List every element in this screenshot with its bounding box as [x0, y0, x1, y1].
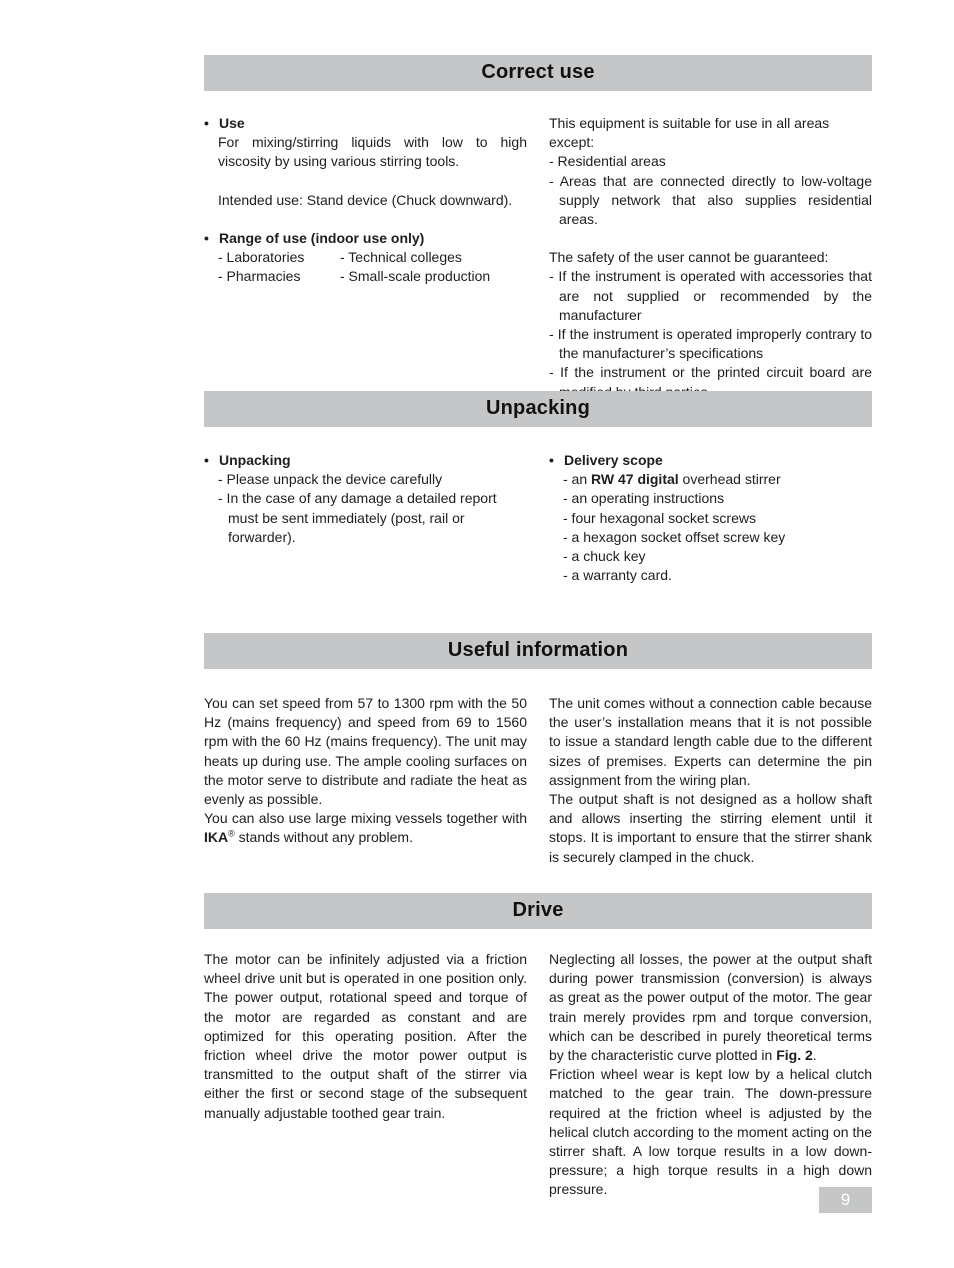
page-number: 9: [819, 1187, 872, 1213]
safety-item: - If the instrument is operated with accessories that are not supplied or recommended by the manufacturer: [549, 268, 872, 323]
section-header-useful-information: [204, 633, 872, 669]
range-item: - Technical colleges: [340, 249, 462, 266]
range-heading: • Range of use (indoor use only): [204, 229, 425, 246]
unpacking-item: - Please unpack the device carefully: [218, 471, 443, 488]
range-item: - Laboratories: [218, 249, 305, 266]
useful-info-paragraph: The output shaft is not designed as a hollow shaft and allows inserting the stirring element until it stops. It is important to ensure that the stirrer shank is securely clamped in the chuck.: [549, 791, 872, 865]
product-name: RW 47 digital: [591, 471, 679, 488]
useful-info-paragraph: You can also use large mixing vessels together with IKA® stands without any problem.: [204, 810, 527, 846]
useful-info-right-column: [549, 694, 872, 867]
use-text: For mixing/stirring liquids with low to high viscosity by using various stirring tools.: [218, 134, 527, 170]
section-title: Unpacking: [485, 397, 591, 420]
useful-info-paragraph: The unit comes without a connection cable because the user’s installation means that it is not possible to issue a standard length cable due to the different sizes of premises. Experts can determine the pin assignment from the wiring plan.: [549, 695, 872, 788]
brand-name: IKA: [204, 829, 229, 846]
delivery-item: - an operating instructions: [563, 490, 725, 507]
delivery-item: - a chuck key: [563, 548, 646, 565]
drive-left-column: [204, 950, 527, 1123]
section-title: Drive: [512, 899, 564, 922]
section-header-drive: [204, 893, 872, 929]
section-title: Useful information: [447, 639, 629, 662]
drive-paragraph: Friction wheel wear is kept low by a helical clutch matched to the gear train. The down-pressure required at the friction wheel is adjusted by the helical clutch according to the moment acting on the stirrer shaft. A low torque results in a low down-pressure; a high torque results in a high down pressure.: [549, 1066, 872, 1198]
range-item: - Pharmacies: [218, 268, 301, 285]
delivery-item: - an RW 47 digital overhead stirrer: [563, 471, 781, 488]
drive-paragraph: Neglecting all losses, the power at the output shaft during power transmission (conversion) is always as great as the power output of the motor. The gear train merely provides rpm and torque conversion, which can be described in purely theoretical terms by the characteristic curve plotted in Fig. 2.: [549, 951, 872, 1064]
figure-reference: Fig. 2: [776, 1047, 813, 1064]
intended-use-text: Intended use: Stand device (Chuck downward).: [218, 191, 513, 208]
safety-item: - If the instrument or the printed circuit board are: [549, 364, 872, 381]
drive-paragraph: The motor can be infinitely adjusted via a friction wheel drive unit but is operated in one position only. The power output, rotational speed and torque of the motor are regarded as constant and are optimized for this operating position. After the friction wheel drive the motor power output is transmitted to the output shaft of the stirrer via either the first or second stage of the subsequent manually adjustable toothed gear train.: [204, 951, 527, 1121]
unpacking-heading: • Unpacking: [204, 452, 291, 468]
correct-use-right-column: [549, 114, 872, 402]
correct-use-left-column: [204, 114, 527, 286]
drive-right-column: [549, 950, 872, 1200]
delivery-item: - four hexagonal socket screws: [563, 509, 756, 526]
section-header-correct-use: [204, 55, 872, 91]
useful-info-paragraph: You can set speed from 57 to 1300 rpm with the 50 Hz (mains frequency) and speed from 69 to 1560 rpm with the 60 Hz (mains frequency). The unit may heats up during use. The ample cooling surfaces on the motor serve to distribute and radiate the heat as evenly as possible.: [204, 695, 527, 808]
range-item: - Small-scale production: [340, 268, 491, 285]
unpacking-left-column: [204, 451, 527, 547]
range-row: [204, 248, 527, 267]
section-title: Correct use: [481, 61, 595, 84]
use-heading: • Use: [204, 115, 245, 131]
unpacking-right-column: [549, 451, 872, 585]
section-header-unpacking: [204, 391, 872, 427]
suitable-item: - Areas that are connected directly to low-voltage supply network that also supplies residential areas.: [549, 172, 872, 228]
range-row: [204, 267, 527, 286]
safety-intro: The safety of the user cannot be guaranteed:: [549, 249, 829, 266]
useful-info-left-column: [204, 694, 527, 848]
delivery-item: - a hexagon socket offset screw key: [563, 528, 786, 545]
delivery-item: - a warranty card.: [563, 567, 672, 584]
safety-item: - If the instrument is operated improperly contrary to the manufacturer’s specifications: [549, 326, 872, 362]
suitable-item: - Residential areas: [549, 153, 666, 170]
suitable-intro: This equipment is suitable for use in all areas except:: [549, 115, 830, 151]
delivery-heading: • Delivery scope: [549, 452, 663, 468]
registered-mark: ®: [228, 828, 235, 839]
unpacking-item: - In the case of any damage a detailed report must be sent immediately (post, rail or forwarder).: [218, 490, 497, 545]
